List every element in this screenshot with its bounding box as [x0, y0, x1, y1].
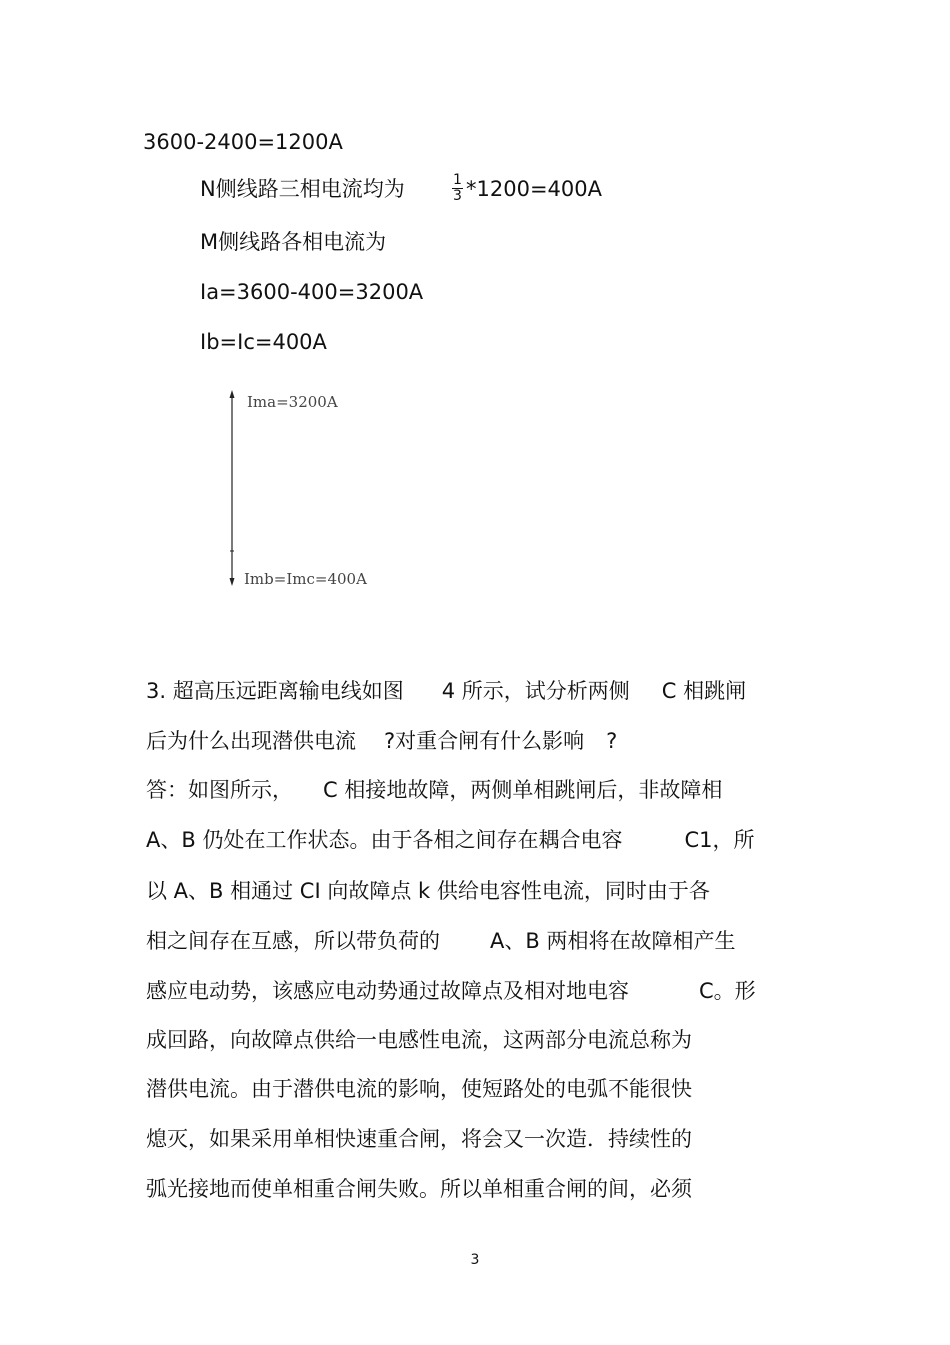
page-number: 3 — [470, 1252, 480, 1268]
answer-line-2 — [146, 826, 754, 854]
n-side-current-value: *1200=400A — [466, 177, 602, 201]
question-text-segment: ?对重合闸有什么影响 — [384, 729, 585, 753]
answer-text-segment: 感应电动势，该感应电动势通过故障点及相对地电容 — [146, 979, 629, 1003]
answer-line-6: 成回路，向故障点供给一电感性电流，这两部分电流总称为 — [146, 1028, 692, 1052]
ima-label: Ima=3200A — [247, 393, 338, 411]
ib-ic-equation: Ib=Ic=400A — [200, 330, 327, 354]
question-line-2 — [146, 727, 617, 755]
answer-text-segment: C1，所 — [684, 828, 755, 852]
answer-line-7: 潜供电流。由于潜供电流的影响，使短路处的电弧不能很快 — [146, 1077, 692, 1101]
answer-text-segment: A、B 两相将在故障相产生 — [490, 929, 736, 953]
answer-line-9: 弧光接地而使单相重合闸失败。所以单相重合闸的间，必须 — [146, 1177, 692, 1201]
question-text-segment: 4 所示，试分析两侧 — [441, 679, 630, 703]
answer-text-segment: C 相接地故障，两侧单相跳闸后，非故障相 — [323, 778, 723, 802]
phasor-diagram — [220, 388, 250, 588]
fraction-numerator: 1 — [453, 172, 462, 188]
answer-line-1 — [146, 776, 722, 804]
answer-text-segment: C。形 — [699, 979, 756, 1003]
ia-equation: Ia=3600-400=3200A — [200, 280, 424, 304]
question-text-segment: 3. 超高压远距离输电线如图 — [146, 679, 404, 703]
answer-line-5 — [146, 977, 756, 1005]
phasor-down-arrowhead — [230, 578, 235, 586]
question-text-segment: ? — [606, 729, 618, 753]
imb-imc-label: Imb=Imc=400A — [244, 570, 367, 588]
answer-text-segment: 相之间存在互感，所以带负荷的 — [146, 929, 440, 953]
question-text-segment: C 相跳闸 — [661, 679, 747, 703]
answer-line-8: 熄灭，如果采用单相快速重合闸，将会又一次造．持续性的 — [146, 1127, 692, 1151]
answer-line-3: 以 A、B 相通过 CI 向故障点 k 供给电容性电流，同时由于各 — [146, 879, 710, 903]
answer-line-4 — [146, 927, 735, 955]
answer-text-segment: A、B 仍处在工作状态。由于各相之间存在耦合电容 — [146, 828, 623, 852]
n-side-current-prefix: N侧线路三相电流均为 — [200, 177, 405, 201]
m-side-current-heading: M侧线路各相电流为 — [200, 230, 387, 254]
answer-text-segment: 答：如图所示， — [146, 778, 293, 802]
question-line-1 — [146, 677, 746, 705]
calc-line-total: 3600-2400=1200A — [143, 130, 343, 154]
one-third-fraction — [452, 173, 463, 204]
fraction-denominator: 3 — [453, 188, 462, 204]
phasor-up-arrowhead — [230, 390, 235, 398]
question-text-segment: 后为什么出现潜供电流 — [146, 729, 356, 753]
